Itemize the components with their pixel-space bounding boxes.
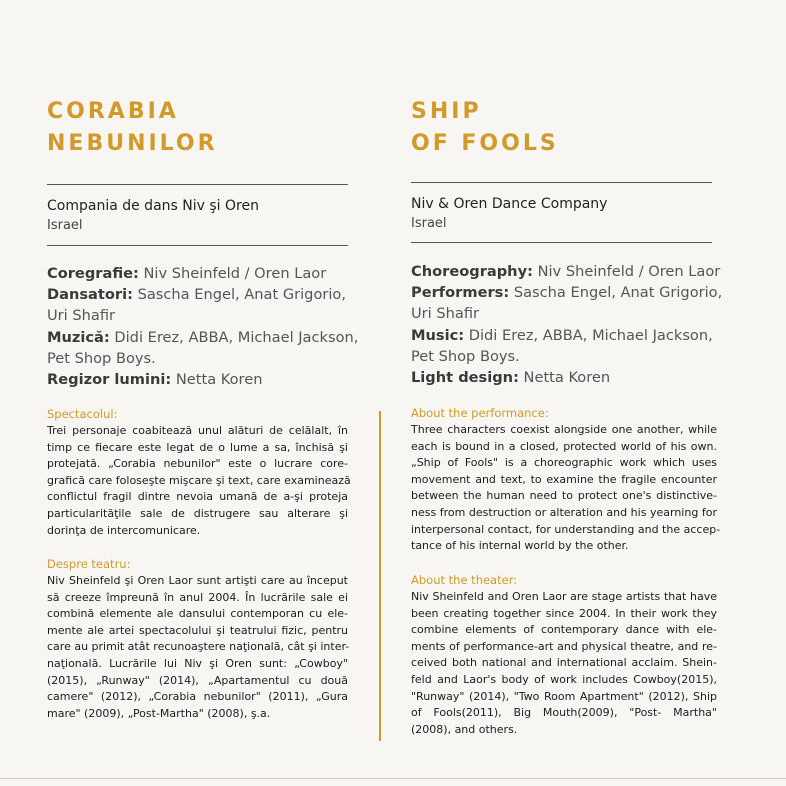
title-ro-line1: CORABIA [47,99,179,124]
text-line: timp ce fiecare este legat de o lume a sa, închisă şi [47,440,348,454]
theater-text-en [411,589,717,738]
text-line: să creeze împreună în anul 2004. În lucrările sale ei [47,590,348,604]
credit-line [411,346,722,367]
performance-text-en [411,422,721,555]
credit-line [47,348,358,369]
credit-line [47,263,358,284]
credit-line [411,303,722,324]
title-ro [47,96,218,160]
text-line: dorinţa de intercomunicare. [47,523,201,537]
credit-value: Pet Shop Boys. [47,349,156,367]
text-line: conflictul fragil dintre nevoia umană de a-şi proteja [47,490,348,504]
text-line: ness from destruction or alteration and his yearning for [411,505,717,519]
credit-value: Sascha Engel, Anat Grigorio, [509,284,723,302]
text-line: feld and Laor's body of work includes Cowboy(2015), [411,672,717,686]
credit-line [411,325,722,346]
text-line: been creating together since 2004. In their work they [411,606,717,620]
text-line: care au primit atât recunoaştere naţională, cât şi inter- [47,640,350,654]
text-line: protejată. „Corabia nebunilor" este o lucrare core- [47,457,348,471]
credit-label: Performers: [411,284,510,302]
text-line: grafică care foloseşte mişcare şi text, care examinează [47,473,351,487]
text-line: naţională. Lucrările lui Niv şi Oren sunt: „Cowboy" [47,656,348,670]
credit-value: Niv Sheinfeld / Oren Laor [532,263,721,280]
performance-heading-en: About the performance: [411,406,549,420]
text-line: mare" (2009), „Post-Martha" (2008), ş.a. [47,706,271,720]
credit-line [47,369,358,390]
text-line: mente ale artei spectacolului şi teatrului fizic, pentru [47,623,348,637]
credits-en [411,261,722,388]
country-ro: Israel [47,218,83,233]
credit-label: Dansatori: [47,286,133,304]
text-line: interpersonal contact, for understanding and the accep- [411,522,721,536]
performance-text-ro [47,423,351,539]
text-line: Niv Sheinfeld and Oren Laor are stage artists that have [411,590,717,603]
credit-line [47,327,358,348]
text-line: of Fools(2011), Big Mouth(2009), "Post- Martha" [411,706,717,720]
credit-label: Choreography: [411,263,533,280]
credit-label: Music: [411,326,465,344]
text-line: Trei personaje coabitează unul alături de celălalt, în [47,424,348,437]
text-line: particularităţile sale de distrugere sau alterare şi [47,506,348,520]
theater-heading-ro: Despre teatru: [47,557,131,571]
text-line: „Ship of Fools" is a choreographic work which uses [411,456,717,470]
credits-ro [47,263,358,390]
text-line: "Runway" (2014), "Two Room Apartment" (2012), Ship [411,689,717,703]
title-en-line2: OF FOOLS [411,131,559,156]
credit-value: Netta Koren [171,371,263,389]
credit-value: Netta Koren [518,369,611,387]
rule-bottom-ro [47,245,348,246]
country-en: Israel [411,216,447,231]
text-line: ments of performance-art and physical theatre, and re- [411,639,717,653]
text-line: tance of his internal world by the other. [411,539,629,553]
credit-value: Sascha Engel, Anat Grigorio, [132,286,347,304]
credit-line [411,261,722,282]
theater-heading-en: About the theater: [411,573,518,587]
performance-heading-ro: Spectacolul: [47,407,118,421]
credit-label: Light design: [411,369,519,387]
page-bottom-rule [0,778,786,779]
text-line: combine elements of contemporary dance with ele- [411,623,717,637]
credit-value: Pet Shop Boys. [411,347,520,365]
credit-value: Uri Shafir [411,305,480,323]
text-line: movement and text, to examine the fragile encounter [411,472,717,486]
text-line: ceived both national and international acclaim. Shein- [411,656,717,670]
company-en: Niv & Oren Dance Company [411,196,608,212]
title-en-line1: SHIP [411,99,482,124]
text-line: Niv Sheinfeld şi Oren Laor sunt artişti care au început [47,574,348,587]
credit-line [411,282,722,303]
title-ro-line2: NEBUNILOR [47,131,218,156]
rule-bottom-en [411,242,712,243]
company-ro: Compania de dans Niv şi Oren [47,198,259,214]
rule-top-en [411,182,712,183]
credit-value: Didi Erez, ABBA, Michael Jackson, [464,326,713,344]
text-line: (2015), „Runway" (2014), „Apartamentul cu două [47,673,348,687]
text-line: Three characters coexist alongside one another, while [411,423,717,436]
credit-value: Didi Erez, ABBA, Michael Jackson, [109,328,359,346]
credit-line [411,367,722,388]
text-line: between the human need to protect one's distinctive- [411,489,717,503]
column-divider [379,411,381,741]
credit-line [47,284,358,305]
text-line: combină elemente ale dansului contemporan cu ele- [47,607,348,621]
credit-label: Muzică: [47,328,110,346]
theater-text-ro [47,573,348,722]
rule-top-ro [47,184,348,185]
text-line: camere" (2012), „Corabia nebunilor" (2011), „Gura [47,690,348,704]
credit-label: Coregrafie: [47,265,139,282]
text-line: each is bound in a closed, protected world of his own. [411,439,717,453]
credit-value: Uri Shafir [47,307,116,325]
credit-line [47,305,358,326]
credit-value: Niv Sheinfeld / Oren Laor [138,265,327,282]
text-line: (2008), and others. [411,722,518,736]
title-en [411,96,559,160]
credit-label: Regizor lumini: [47,371,172,389]
